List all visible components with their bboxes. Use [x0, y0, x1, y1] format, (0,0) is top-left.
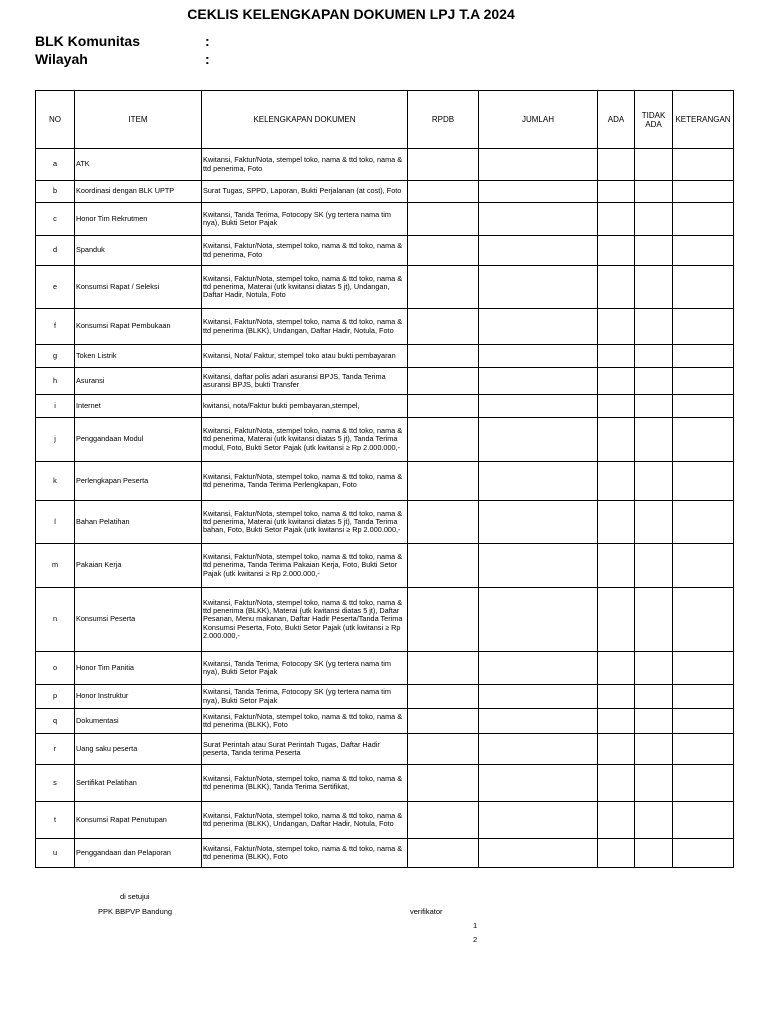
row-rpdb-cell[interactable]: [408, 544, 479, 588]
row-keterangan-cell[interactable]: [673, 734, 734, 765]
header-no: NO: [36, 91, 75, 149]
row-item: Honor Tim Panitia: [75, 652, 202, 685]
row-keterangan-cell[interactable]: [673, 765, 734, 802]
row-documents: Kwitansi, Tanda Terima, Fotocopy SK (yg tertera nama tim nya), Bukti Setor Pajak: [202, 685, 408, 709]
row-tidak-ada-cell[interactable]: [635, 236, 673, 266]
row-item: Honor Instruktur: [75, 685, 202, 709]
row-jumlah-cell[interactable]: [479, 266, 598, 309]
row-jumlah-cell[interactable]: [479, 309, 598, 345]
header-doc: KELENGKAPAN DOKUMEN: [202, 91, 408, 149]
row-ada-cell[interactable]: [598, 501, 635, 544]
row-item: Perlengkapan Peserta: [75, 462, 202, 501]
row-jumlah-cell[interactable]: [479, 588, 598, 652]
row-item: Honor Tim Rekrutmen: [75, 203, 202, 236]
row-documents: Kwitansi, Faktur/Nota, stempel toko, nama & ttd toko, nama & ttd penerima, Materai (utk kwitansi diatas 5 jt), Tanda Terima modul, Foto, Bukti Setor Pajak (utk kwitansi ≥ Rp 2.000.000,-: [202, 418, 408, 462]
row-no: o: [36, 652, 75, 685]
row-keterangan-cell[interactable]: [673, 203, 734, 236]
table-row: [36, 709, 734, 734]
row-documents: Surat Perintah atau Surat Perintah Tugas, Daftar Hadir peserta, Tanda terima Peserta: [202, 734, 408, 765]
row-documents: Kwitansi, Faktur/Nota, stempel toko, nama & ttd toko, nama & ttd penerima (BLKK), Foto: [202, 839, 408, 868]
row-item: Asuransi: [75, 368, 202, 395]
row-item: Penggandaan dan Pelaporan: [75, 839, 202, 868]
row-jumlah-cell[interactable]: [479, 203, 598, 236]
row-rpdb-cell[interactable]: [408, 839, 479, 868]
row-documents: Kwitansi, Faktur/Nota, stempel toko, nama & ttd toko, nama & ttd penerima (BLKK), Tanda Terima Sertifikat,: [202, 765, 408, 802]
row-no: h: [36, 368, 75, 395]
row-no: j: [36, 418, 75, 462]
row-item: Bahan Pelatihan: [75, 501, 202, 544]
row-documents: Kwitansi, Faktur/Nota, stempel toko, nama & ttd toko, nama & ttd penerima (BLKK), Materai (utk kwitansi diatas 5 jt), Daftar Pesanan, Menu makanan, Daftar Hadir Peserta/Tanda Terima Konsumsi Peserta, Foto, Bukti Setor Pajak (utk kwitansi ≥ Rp 2.000.000,-: [202, 588, 408, 652]
row-item: Token Listrik: [75, 345, 202, 368]
row-rpdb-cell[interactable]: [408, 588, 479, 652]
row-keterangan-cell[interactable]: [673, 501, 734, 544]
row-jumlah-cell[interactable]: [479, 236, 598, 266]
table-row: [36, 395, 734, 418]
row-no: b: [36, 181, 75, 203]
row-no: m: [36, 544, 75, 588]
header-rpdb: RPDB: [408, 91, 479, 149]
row-jumlah-cell[interactable]: [479, 149, 598, 181]
page-title: CEKLIS KELENGKAPAN DOKUMEN LPJ T.A 2024: [187, 6, 515, 22]
row-keterangan-cell[interactable]: [673, 839, 734, 868]
row-ada-cell[interactable]: [598, 802, 635, 839]
row-rpdb-cell[interactable]: [408, 501, 479, 544]
row-rpdb-cell[interactable]: [408, 802, 479, 839]
row-ada-cell[interactable]: [598, 149, 635, 181]
row-documents: Kwitansi, Faktur/Nota, stempel toko, nama & ttd toko, nama & ttd penerima, Tanda Terima Perlengkapan, Foto: [202, 462, 408, 501]
row-rpdb-cell[interactable]: [408, 345, 479, 368]
row-tidak-ada-cell[interactable]: [635, 652, 673, 685]
row-keterangan-cell[interactable]: [673, 544, 734, 588]
row-no: q: [36, 709, 75, 734]
row-item: Konsumsi Rapat Penutupan: [75, 802, 202, 839]
row-ada-cell[interactable]: [598, 544, 635, 588]
row-no: u: [36, 839, 75, 868]
row-jumlah-cell[interactable]: [479, 802, 598, 839]
row-keterangan-cell[interactable]: [673, 685, 734, 709]
row-documents: Kwitansi, Tanda Terima, Fotocopy SK (yg tertera nama tim nya), Bukti Setor Pajak: [202, 652, 408, 685]
row-ada-cell[interactable]: [598, 203, 635, 236]
row-keterangan-cell[interactable]: [673, 266, 734, 309]
row-item: Konsumsi Peserta: [75, 588, 202, 652]
header-jumlah: JUMLAH: [479, 91, 598, 149]
row-rpdb-cell[interactable]: [408, 395, 479, 418]
row-jumlah-cell[interactable]: [479, 418, 598, 462]
table-row: [36, 309, 734, 345]
row-jumlah-cell[interactable]: [479, 652, 598, 685]
table-row: [36, 345, 734, 368]
table-row: [36, 149, 734, 181]
row-jumlah-cell[interactable]: [479, 544, 598, 588]
row-documents: Kwitansi, Faktur/Nota, stempel toko, nama & ttd toko, nama & ttd penerima, Foto: [202, 236, 408, 266]
header-item: ITEM: [75, 91, 202, 149]
row-documents: Kwitansi, Faktur/Nota, stempel toko, nama & ttd toko, nama & ttd penerima, Materai (utk kwitansi diatas 5 jt), Undangan, Daftar Hadir, Notula, Foto: [202, 266, 408, 309]
table-row: [36, 418, 734, 462]
row-keterangan-cell[interactable]: [673, 652, 734, 685]
row-tidak-ada-cell[interactable]: [635, 802, 673, 839]
row-ada-cell[interactable]: [598, 462, 635, 501]
row-no: k: [36, 462, 75, 501]
row-item: Sertifikat Pelatihan: [75, 765, 202, 802]
row-no: c: [36, 203, 75, 236]
row-item: Konsumsi Rapat / Seleksi: [75, 266, 202, 309]
row-jumlah-cell[interactable]: [479, 839, 598, 868]
row-jumlah-cell[interactable]: [479, 501, 598, 544]
meta-blk: [35, 33, 210, 49]
meta-label-blk: BLK Komunitas: [35, 33, 140, 49]
approved-label: di setujui: [120, 892, 150, 901]
row-no: g: [36, 345, 75, 368]
header-tidak-ada: TIDAK ADA: [635, 91, 673, 149]
row-no: i: [36, 395, 75, 418]
row-no: d: [36, 236, 75, 266]
row-jumlah-cell[interactable]: [479, 765, 598, 802]
row-tidak-ada-cell[interactable]: [635, 765, 673, 802]
table-row: [36, 802, 734, 839]
row-keterangan-cell[interactable]: [673, 345, 734, 368]
meta-sep-wilayah: :: [205, 51, 210, 67]
row-item: Internet: [75, 395, 202, 418]
row-documents: Kwitansi, Faktur/Nota, stempel toko, nama & ttd toko, nama & ttd penerima (BLKK), Undangan, Daftar Hadir, Notula, Foto: [202, 309, 408, 345]
row-ada-cell[interactable]: [598, 368, 635, 395]
row-rpdb-cell[interactable]: [408, 734, 479, 765]
row-item: ATK: [75, 149, 202, 181]
row-documents: Kwitansi, Faktur/Nota, stempel toko, nama & ttd toko, nama & ttd penerima, Foto: [202, 149, 408, 181]
table-row: [36, 734, 734, 765]
row-tidak-ada-cell[interactable]: [635, 734, 673, 765]
row-rpdb-cell[interactable]: [408, 685, 479, 709]
meta-label-wilayah: Wilayah: [35, 51, 88, 67]
row-documents: Kwitansi, Faktur/Nota, stempel toko, nama & ttd toko, nama & ttd penerima, Tanda Terima Pakaian Kerja, Foto, Bukti Setor Pajak (utk kwitansi ≥ Rp 2.000.000,-: [202, 544, 408, 588]
row-no: a: [36, 149, 75, 181]
row-item: Konsumsi Rapat Pembukaan: [75, 309, 202, 345]
table-row: [36, 652, 734, 685]
row-keterangan-cell[interactable]: [673, 181, 734, 203]
row-item: Penggandaan Modul: [75, 418, 202, 462]
header-ada: ADA: [598, 91, 635, 149]
row-no: e: [36, 266, 75, 309]
row-documents: Kwitansi, Tanda Terima, Fotocopy SK (yg tertera nama tim nya), Bukti Setor Pajak: [202, 203, 408, 236]
row-no: n: [36, 588, 75, 652]
row-ada-cell[interactable]: [598, 652, 635, 685]
meta-wilayah: [35, 51, 210, 67]
row-item: Pakaian Kerja: [75, 544, 202, 588]
row-item: Uang saku peserta: [75, 734, 202, 765]
table-row: [36, 462, 734, 501]
row-keterangan-cell[interactable]: [673, 309, 734, 345]
row-ada-cell[interactable]: [598, 418, 635, 462]
row-ada-cell[interactable]: [598, 685, 635, 709]
table-row: [36, 181, 734, 203]
row-no: p: [36, 685, 75, 709]
verifier-label: verifikator: [410, 907, 443, 916]
header-keterangan: KETERANGAN: [673, 91, 734, 149]
row-ada-cell[interactable]: [598, 765, 635, 802]
row-rpdb-cell[interactable]: [408, 418, 479, 462]
row-rpdb-cell[interactable]: [408, 149, 479, 181]
header-row: [36, 91, 734, 149]
row-jumlah-cell[interactable]: [479, 709, 598, 734]
row-documents: Surat Tugas, SPPD, Laporan, Bukti Perjalanan (at cost), Foto: [202, 181, 408, 203]
row-item: Dokumentasi: [75, 709, 202, 734]
row-ada-cell[interactable]: [598, 839, 635, 868]
row-rpdb-cell[interactable]: [408, 652, 479, 685]
row-keterangan-cell[interactable]: [673, 709, 734, 734]
row-tidak-ada-cell[interactable]: [635, 309, 673, 345]
table-row: [36, 839, 734, 868]
row-tidak-ada-cell[interactable]: [635, 588, 673, 652]
row-rpdb-cell[interactable]: [408, 462, 479, 501]
row-ada-cell[interactable]: [598, 345, 635, 368]
row-no: l: [36, 501, 75, 544]
row-rpdb-cell[interactable]: [408, 236, 479, 266]
row-keterangan-cell[interactable]: [673, 368, 734, 395]
row-jumlah-cell[interactable]: [479, 395, 598, 418]
row-ada-cell[interactable]: [598, 266, 635, 309]
row-documents: Kwitansi, Nota/ Faktur, stempel toko atau bukti pembayaran: [202, 345, 408, 368]
row-tidak-ada-cell[interactable]: [635, 544, 673, 588]
row-tidak-ada-cell[interactable]: [635, 685, 673, 709]
row-tidak-ada-cell[interactable]: [635, 395, 673, 418]
row-keterangan-cell[interactable]: [673, 462, 734, 501]
row-documents: Kwitansi, Faktur/Nota, stempel toko, nama & ttd toko, nama & ttd penerima (BLKK), Foto: [202, 709, 408, 734]
row-no: t: [36, 802, 75, 839]
row-tidak-ada-cell[interactable]: [635, 266, 673, 309]
table-row: [36, 544, 734, 588]
row-documents: Kwitansi, Faktur/Nota, stempel toko, nama & ttd toko, nama & ttd penerima (BLKK), Undangan, Daftar Hadir, Notula, Foto: [202, 802, 408, 839]
signature-number-1: 1: [473, 921, 478, 930]
row-documents: kwitansi, nota/Faktur bukti pembayaran,stempel,: [202, 395, 408, 418]
row-rpdb-cell[interactable]: [408, 203, 479, 236]
row-ada-cell[interactable]: [598, 709, 635, 734]
row-rpdb-cell[interactable]: [408, 266, 479, 309]
row-no: f: [36, 309, 75, 345]
row-keterangan-cell[interactable]: [673, 418, 734, 462]
row-tidak-ada-cell[interactable]: [635, 345, 673, 368]
table-row: [36, 266, 734, 309]
row-rpdb-cell[interactable]: [408, 709, 479, 734]
row-keterangan-cell[interactable]: [673, 395, 734, 418]
row-tidak-ada-cell[interactable]: [635, 462, 673, 501]
row-tidak-ada-cell[interactable]: [635, 368, 673, 395]
checklist-table: [35, 90, 734, 868]
row-ada-cell[interactable]: [598, 181, 635, 203]
meta-sep-blk: :: [205, 33, 210, 49]
row-jumlah-cell[interactable]: [479, 181, 598, 203]
row-ada-cell[interactable]: [598, 734, 635, 765]
row-jumlah-cell[interactable]: [479, 462, 598, 501]
row-tidak-ada-cell[interactable]: [635, 418, 673, 462]
row-ada-cell[interactable]: [598, 588, 635, 652]
table-row: [36, 368, 734, 395]
row-jumlah-cell[interactable]: [479, 734, 598, 765]
table-row: [36, 685, 734, 709]
row-keterangan-cell[interactable]: [673, 802, 734, 839]
row-no: r: [36, 734, 75, 765]
row-ada-cell[interactable]: [598, 309, 635, 345]
row-ada-cell[interactable]: [598, 395, 635, 418]
table-row: [36, 765, 734, 802]
row-tidak-ada-cell[interactable]: [635, 181, 673, 203]
row-keterangan-cell[interactable]: [673, 149, 734, 181]
row-rpdb-cell[interactable]: [408, 765, 479, 802]
row-rpdb-cell[interactable]: [408, 181, 479, 203]
row-item: Koordinasi dengan BLK UPTP: [75, 181, 202, 203]
row-keterangan-cell[interactable]: [673, 236, 734, 266]
row-jumlah-cell[interactable]: [479, 685, 598, 709]
row-tidak-ada-cell[interactable]: [635, 501, 673, 544]
table-row: [36, 236, 734, 266]
row-tidak-ada-cell[interactable]: [635, 149, 673, 181]
row-documents: Kwitansi, Faktur/Nota, stempel toko, nama & ttd toko, nama & ttd penerima, Materai (utk kwitansi diatas 5 jt), Tanda Terima bahan, Foto, Bukti Setor Pajak (utk kwitansi ≥ Rp 2.000.000,-: [202, 501, 408, 544]
row-documents: Kwitansi, daftar polis adari asuransi BPJS, Tanda Terima asuransi BPJS, bukti Transfer: [202, 368, 408, 395]
row-rpdb-cell[interactable]: [408, 368, 479, 395]
row-tidak-ada-cell[interactable]: [635, 709, 673, 734]
ppk-label: PPK BBPVP Bandung: [98, 907, 173, 916]
row-tidak-ada-cell[interactable]: [635, 839, 673, 868]
row-rpdb-cell[interactable]: [408, 309, 479, 345]
table-row: [36, 501, 734, 544]
table-row: [36, 588, 734, 652]
row-jumlah-cell[interactable]: [479, 368, 598, 395]
signature-number-2: 2: [473, 935, 478, 944]
row-item: Spanduk: [75, 236, 202, 266]
row-keterangan-cell[interactable]: [673, 588, 734, 652]
row-tidak-ada-cell[interactable]: [635, 203, 673, 236]
row-ada-cell[interactable]: [598, 236, 635, 266]
row-no: s: [36, 765, 75, 802]
row-jumlah-cell[interactable]: [479, 345, 598, 368]
table-row: [36, 203, 734, 236]
